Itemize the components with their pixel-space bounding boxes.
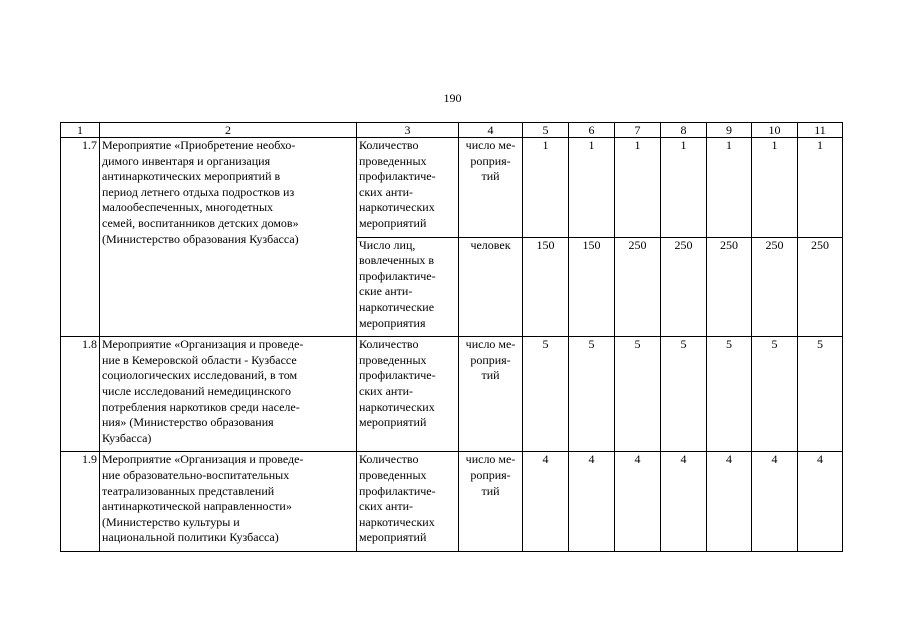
measure-name bbox=[100, 337, 357, 452]
value-cell: 250 bbox=[707, 237, 752, 337]
indicator-name-line: мероприятия bbox=[359, 315, 426, 330]
value-cell: 1 bbox=[569, 138, 615, 238]
indicator-name-line: проведенных bbox=[359, 153, 427, 168]
measures-table bbox=[60, 122, 843, 552]
value-cell: 4 bbox=[523, 452, 569, 552]
indicator-name-line: Количество bbox=[359, 337, 419, 352]
value-cell: 4 bbox=[707, 452, 752, 552]
measure-name-line: семей, воспитанников детских домов» bbox=[102, 215, 299, 230]
header-cell: 10 bbox=[752, 123, 798, 138]
measure-name-line: (Министерство образования Кузбасса) bbox=[102, 231, 299, 246]
indicator-name bbox=[357, 237, 459, 337]
unit-line: тий bbox=[481, 368, 500, 383]
unit-of-measure bbox=[459, 452, 523, 552]
unit-of-measure bbox=[459, 337, 523, 452]
indicator-name-line: Число лиц, bbox=[359, 237, 416, 252]
page-number: 190 bbox=[443, 91, 462, 105]
value-cell: 1 bbox=[798, 138, 843, 238]
indicator-name bbox=[357, 337, 459, 452]
header-cell: 9 bbox=[707, 123, 752, 138]
value-cell: 5 bbox=[798, 337, 843, 452]
unit-of-measure bbox=[459, 237, 523, 337]
indicator-name-line: ские анти- bbox=[359, 284, 413, 299]
unit-line: тий bbox=[481, 483, 500, 498]
indicator-name-line: мероприятий bbox=[359, 415, 427, 430]
measure-name bbox=[100, 138, 357, 337]
indicator-name-line: наркотических bbox=[359, 399, 435, 414]
value-cell: 4 bbox=[752, 452, 798, 552]
value-cell: 5 bbox=[615, 337, 661, 452]
unit-line: роприя- bbox=[470, 352, 511, 367]
value-cell: 1 bbox=[752, 138, 798, 238]
indicator-name-line: ских анти- bbox=[359, 383, 413, 398]
row-number: 1.8 bbox=[61, 337, 100, 452]
header-cell: 5 bbox=[523, 123, 569, 138]
indicator-name-line: наркотические bbox=[359, 299, 435, 314]
indicator-name bbox=[357, 452, 459, 552]
indicator-name-line: ских анти- bbox=[359, 184, 413, 199]
measure-name-line: период летнего отдыха подростков из bbox=[102, 184, 295, 199]
value-cell: 150 bbox=[523, 237, 569, 337]
indicator-name-line: Количество bbox=[359, 452, 419, 467]
header-cell: 11 bbox=[798, 123, 843, 138]
value-cell: 4 bbox=[615, 452, 661, 552]
value-cell: 1 bbox=[707, 138, 752, 238]
header-cell: 8 bbox=[661, 123, 707, 138]
value-cell: 250 bbox=[752, 237, 798, 337]
value-cell: 5 bbox=[569, 337, 615, 452]
measure-name-line: ние в Кемеровской области - Кузбассе bbox=[102, 352, 297, 367]
measure-name-line: ние образовательно-воспитательных bbox=[102, 467, 290, 482]
unit-line: число ме- bbox=[465, 452, 516, 467]
row-number: 1.7 bbox=[61, 138, 100, 337]
row-number: 1.9 bbox=[61, 452, 100, 552]
measure-name-line: Мероприятие «Приобретение необхо- bbox=[102, 138, 296, 152]
header-cell: 3 bbox=[357, 123, 459, 138]
unit-line: число ме- bbox=[465, 337, 516, 352]
value-cell: 250 bbox=[661, 237, 707, 337]
indicator-name-line: проведенных bbox=[359, 467, 427, 482]
measure-name-line: театрализованных представлений bbox=[102, 483, 275, 498]
header-cell: 6 bbox=[569, 123, 615, 138]
indicator-name-line: наркотических bbox=[359, 200, 435, 215]
table-row bbox=[61, 337, 843, 452]
value-cell: 4 bbox=[569, 452, 615, 552]
measure-name-line: Мероприятие «Организация и проведе- bbox=[102, 337, 304, 352]
indicator-name-line: профилактиче- bbox=[359, 368, 436, 383]
measure-name-line: национальной политики Кузбасса) bbox=[102, 530, 279, 545]
indicator-name-line: профилактиче- bbox=[359, 169, 436, 184]
value-cell: 1 bbox=[661, 138, 707, 238]
unit-line: роприя- bbox=[470, 153, 511, 168]
header-cell: 2 bbox=[100, 123, 357, 138]
measure-name-line: антинаркотических мероприятий в bbox=[102, 169, 281, 184]
value-cell: 4 bbox=[798, 452, 843, 552]
indicator-name bbox=[357, 138, 459, 238]
indicator-name-line: Количество bbox=[359, 138, 419, 152]
header-cell: 7 bbox=[615, 123, 661, 138]
measure-name-line: ния» (Министерство образования bbox=[102, 415, 274, 430]
measure-name-line: малообеспеченных, многодетных bbox=[102, 200, 273, 215]
header-cell: 4 bbox=[459, 123, 523, 138]
header-row bbox=[61, 123, 843, 138]
table-row bbox=[61, 138, 843, 238]
indicator-name-line: профилактиче- bbox=[359, 268, 436, 283]
value-cell: 4 bbox=[661, 452, 707, 552]
unit-of-measure bbox=[459, 138, 523, 238]
measure-name-line: социологических исследований, в том bbox=[102, 368, 298, 383]
indicator-name-line: ских анти- bbox=[359, 499, 413, 514]
value-cell: 250 bbox=[798, 237, 843, 337]
measure-name bbox=[100, 452, 357, 552]
measure-name-line: антинаркотической направленности» bbox=[102, 499, 292, 514]
value-cell: 250 bbox=[615, 237, 661, 337]
indicator-name-line: вовлеченных в bbox=[359, 253, 435, 268]
unit-line: человек bbox=[470, 237, 511, 252]
unit-line: число ме- bbox=[465, 138, 516, 152]
value-cell: 5 bbox=[523, 337, 569, 452]
indicator-name-line: проведенных bbox=[359, 352, 427, 367]
unit-line: тий bbox=[481, 169, 500, 184]
measure-name-line: Мероприятие «Организация и проведе- bbox=[102, 452, 304, 467]
indicator-name-line: наркотических bbox=[359, 514, 435, 529]
table-row bbox=[61, 452, 843, 552]
measure-name-line: (Министерство культуры и bbox=[102, 514, 240, 529]
measure-name-line: числе исследований немедицинского bbox=[102, 383, 292, 398]
indicator-name-line: мероприятий bbox=[359, 530, 427, 545]
measure-name-line: димого инвентаря и организация bbox=[102, 153, 271, 168]
value-cell: 150 bbox=[569, 237, 615, 337]
value-cell: 5 bbox=[661, 337, 707, 452]
value-cell: 5 bbox=[752, 337, 798, 452]
measure-name-line: потребления наркотиков среди населе- bbox=[102, 399, 300, 414]
indicator-name-line: мероприятий bbox=[359, 215, 427, 230]
value-cell: 1 bbox=[615, 138, 661, 238]
value-cell: 1 bbox=[523, 138, 569, 238]
measure-name-line: Кузбасса) bbox=[102, 430, 152, 445]
unit-line: роприя- bbox=[470, 467, 511, 482]
value-cell: 5 bbox=[707, 337, 752, 452]
indicator-name-line: профилактиче- bbox=[359, 483, 436, 498]
header-cell: 1 bbox=[61, 123, 100, 138]
